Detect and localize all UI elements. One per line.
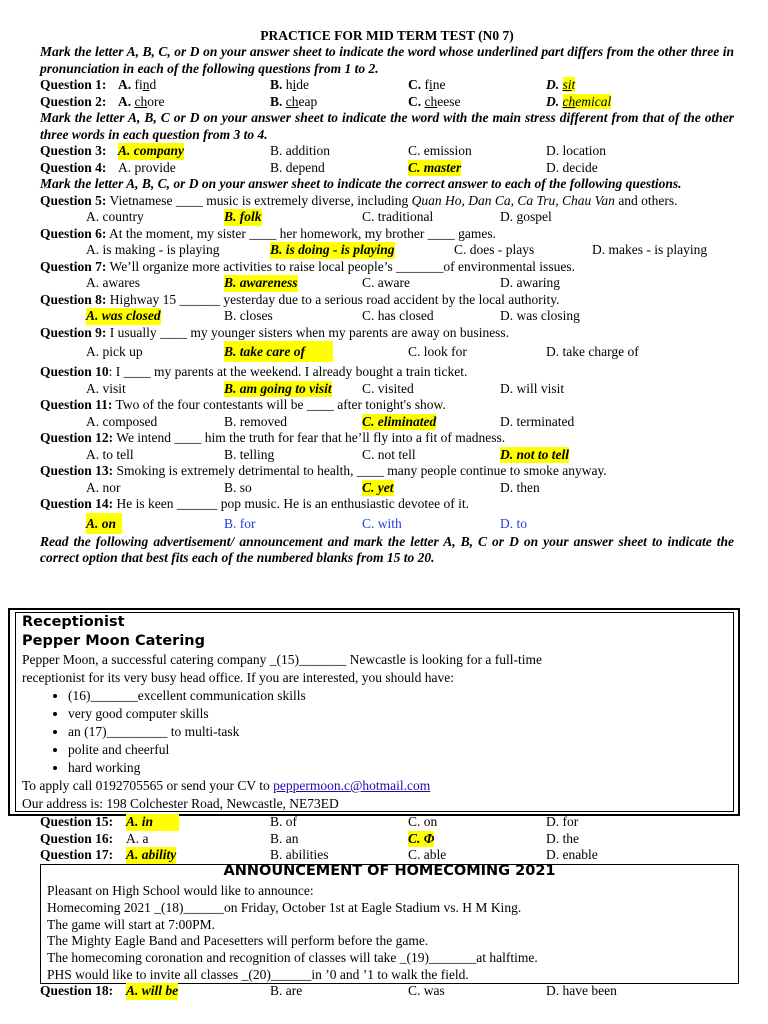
option-a[interactable]: A. composed <box>86 413 158 429</box>
question-label: Question 3: <box>40 143 107 158</box>
question-14-options <box>40 513 734 534</box>
question-label: Question 17: <box>40 847 114 862</box>
question-label: Question 5: <box>40 192 107 208</box>
option-c[interactable]: C. traditional <box>362 209 434 224</box>
option-d-answer[interactable]: D. chemical <box>546 93 612 109</box>
question-12-options <box>40 447 734 464</box>
option-d-answer[interactable]: D. sit <box>546 77 576 92</box>
question-text: : I ____ my parents at the weekend. I already bought a train ticket. <box>108 364 468 379</box>
option-c[interactable]: C. emission <box>408 143 472 158</box>
option-c-answer[interactable]: C. eliminated <box>362 413 437 429</box>
question-text-end: and others. <box>614 192 678 208</box>
question-9-options <box>40 341 734 362</box>
question-label: Question 16: <box>40 830 114 846</box>
option-d[interactable]: D. will visit <box>500 380 565 396</box>
option-c-answer[interactable]: C. master <box>408 159 462 175</box>
option-a[interactable]: A. find <box>118 77 157 92</box>
question-18 <box>40 983 734 1000</box>
option-b[interactable]: B. are <box>270 983 303 998</box>
option-d[interactable]: D. was closing <box>500 308 580 323</box>
option-a-answer[interactable]: A. on <box>86 513 122 534</box>
option-a-answer[interactable]: A. will be <box>126 983 179 998</box>
question-13-stem <box>40 463 734 480</box>
option-d[interactable]: D. then <box>500 479 540 495</box>
ad-apply-line <box>22 777 727 795</box>
option-d[interactable]: D. the <box>546 830 579 846</box>
worksheet <box>40 0 734 567</box>
announcement-line: Pleasant on High School would like to announce: <box>47 883 314 898</box>
option-b[interactable]: B. of <box>270 814 297 829</box>
list-item: • polite and cheerful <box>68 741 727 759</box>
option-b-answer[interactable]: B. awareness <box>224 275 298 290</box>
option-a-answer[interactable]: A. company <box>118 143 184 158</box>
ad-intro-line-1: Pepper Moon, a successful catering company _(15)_______ Newcastle is looking for a full-time <box>22 652 542 667</box>
question-14-stem <box>40 496 734 513</box>
question-4 <box>40 160 734 177</box>
option-a[interactable]: A. chore <box>118 93 165 109</box>
option-a[interactable]: A. pick up <box>86 344 143 359</box>
question-label: Question 6: <box>40 225 107 241</box>
question-label: Question 12: <box>40 430 114 445</box>
questions-15-17 <box>40 814 734 864</box>
option-a[interactable]: A. awares <box>86 275 140 290</box>
option-c[interactable]: C. does - plays <box>454 242 535 257</box>
question-text: Vietnamese ____ music is extremely diverse, including <box>109 192 412 208</box>
option-a[interactable]: A. country <box>86 209 144 224</box>
advertisement-inner <box>15 612 734 812</box>
option-b[interactable]: B. removed <box>224 413 287 429</box>
question-2 <box>40 94 734 111</box>
question-text: Highway 15 ______ yesterday due to a serious road accident by the local authority. <box>109 291 560 307</box>
question-text: We’ll organize more activities to raise local people’s _______of environmental issues. <box>109 258 575 274</box>
option-d[interactable]: D. makes - is playing <box>592 242 708 257</box>
page-title: PRACTICE FOR MID TERM TEST (N0 7) <box>260 28 514 43</box>
instruction-correct-answer: Mark the letter A, B, C, or D on your answer sheet to indicate the correct answer to each of the following questions. <box>40 176 682 191</box>
option-c[interactable]: C. has closed <box>362 308 434 323</box>
question-label: Question 7: <box>40 258 107 274</box>
question-6-stem <box>40 226 734 243</box>
option-d[interactable]: D. take charge of <box>546 344 639 359</box>
option-b[interactable]: B. for <box>224 515 256 531</box>
question-label: Question 9: <box>40 324 107 340</box>
announcement-title: ANNOUNCEMENT OF HOMECOMING 2021 <box>223 863 556 879</box>
question-18-block <box>40 983 734 1000</box>
option-b[interactable]: B. hide <box>270 77 310 92</box>
apply-text: To apply call 0192705565 or send your CV to <box>22 778 274 793</box>
question-label: Question 13: <box>40 463 114 478</box>
option-c[interactable]: C. look for <box>408 344 467 359</box>
question-7-stem <box>40 259 734 276</box>
question-8-stem <box>40 292 734 309</box>
question-label: Question 11: <box>40 397 113 412</box>
question-label: Question 1: <box>40 77 107 92</box>
question-16 <box>40 831 734 848</box>
question-label: Question 15: <box>40 814 114 829</box>
email-link[interactable]: peppermoon.c@hotmail.com <box>273 778 431 793</box>
advertisement-box <box>8 608 740 816</box>
question-3 <box>40 143 734 160</box>
question-label: Question 8: <box>40 291 107 307</box>
list-item: • very good computer skills <box>68 705 727 723</box>
question-text-italic: Quan Ho, Dan Ca, Ca Tru, Chau Van <box>411 192 615 208</box>
option-c[interactable]: C. able <box>408 847 447 862</box>
option-b-answer[interactable]: B. is doing - is playing <box>270 242 395 257</box>
question-12-stem <box>40 430 734 447</box>
announcement-line: The Mighty Eagle Band and Pacesetters will perform before the game. <box>47 933 429 949</box>
question-label: Question 14: <box>40 496 114 511</box>
question-text: Smoking is extremely detrimental to health, ____ many people continue to smoke anyway. <box>116 463 607 478</box>
question-13-options <box>40 480 734 497</box>
option-c[interactable]: C. was <box>408 983 445 998</box>
option-d[interactable]: D. have been <box>546 983 617 998</box>
option-d[interactable]: D. enable <box>546 847 598 862</box>
option-c[interactable]: C. aware <box>362 275 410 290</box>
option-a[interactable]: A. is making - is playing <box>86 242 220 257</box>
option-c[interactable]: C. with <box>362 515 402 531</box>
option-b[interactable]: B. so <box>224 479 252 495</box>
option-b[interactable]: B. cheap <box>270 93 318 109</box>
option-c-answer[interactable]: C. Φ <box>408 830 435 846</box>
option-d[interactable]: D. to <box>500 515 527 531</box>
option-b[interactable]: B. telling <box>224 446 275 462</box>
option-a[interactable]: A. to tell <box>86 446 134 462</box>
option-b[interactable]: B. addition <box>270 143 330 158</box>
option-b-answer[interactable]: B. folk <box>224 209 262 224</box>
question-17 <box>40 847 734 864</box>
option-d[interactable]: D. terminated <box>500 413 575 429</box>
option-b[interactable]: B. an <box>270 830 299 846</box>
option-a[interactable]: A. nor <box>86 479 121 495</box>
option-b[interactable]: B. depend <box>270 159 325 175</box>
list-item: • an (17)_________ to multi-task <box>68 723 727 741</box>
option-c-answer[interactable]: C. yet <box>362 479 394 495</box>
announcement-line: Homecoming 2021 _(18)______on Friday, October 1st at Eagle Stadium vs. H M King. <box>47 899 522 915</box>
ad-requirements-list <box>22 687 727 777</box>
option-a[interactable]: A. a <box>126 830 149 846</box>
option-d-answer[interactable]: D. not to tell <box>500 446 570 462</box>
option-d[interactable]: D. for <box>546 814 579 829</box>
option-a-answer[interactable]: A. in <box>126 814 179 831</box>
option-c[interactable]: C. visited <box>362 380 414 396</box>
question-text: At the moment, my sister ____ her homework, my brother ____ games. <box>109 225 496 241</box>
question-label: Question 2: <box>40 93 107 109</box>
option-d[interactable]: D. decide <box>546 159 598 175</box>
question-11-stem <box>40 397 734 414</box>
option-d[interactable]: D. gospel <box>500 209 552 224</box>
instruction-pronunciation: Mark the letter A, B, C, or D on your answer sheet to indicate the word whose underlined part differs from the other three in pronunciation in each of the following questions from 1 to 2. <box>40 44 734 76</box>
option-b[interactable]: B. abilities <box>270 847 329 862</box>
announcement-line: The game will start at 7:00PM. <box>47 916 215 932</box>
question-text: I usually ____ my younger sisters when my parents are away on business. <box>109 324 510 340</box>
question-9-stem <box>40 325 734 342</box>
question-label: Question 4: <box>40 159 107 175</box>
option-b-answer[interactable]: B. take care of <box>224 341 333 362</box>
option-b[interactable]: B. closes <box>224 308 273 323</box>
question-10-stem <box>40 364 734 381</box>
question-7-options <box>40 275 734 292</box>
question-text: He is keen ______ pop music. He is an enthusiastic devotee of it. <box>116 496 469 511</box>
list-item: • hard working <box>68 759 727 777</box>
ad-title: Receptionist <box>22 614 125 630</box>
question-10-options <box>40 381 734 398</box>
option-d[interactable]: D. awaring <box>500 275 560 290</box>
option-a-answer[interactable]: A. ability <box>126 847 177 862</box>
ad-subtitle: Pepper Moon Catering <box>22 633 205 649</box>
question-6-options <box>40 242 734 259</box>
question-8-options <box>40 308 734 325</box>
question-text: We intend ____ him the truth for fear that he’ll fly into a fit of madness. <box>116 430 506 445</box>
instruction-reading: Read the following advertisement/ announcement and mark the letter A, B, C or D on your answer sheet to indicate the correct option that best fits each of the numbered blanks from 15 to 20. <box>40 533 734 565</box>
announcement-line: PHS would like to invite all classes _(20)______in ’0 and ’1 to walk the field. <box>47 966 469 982</box>
option-a[interactable]: A. provide <box>118 159 176 175</box>
option-a[interactable]: A. visit <box>86 380 126 396</box>
question-label: Question 18: <box>40 983 114 998</box>
question-5-stem <box>40 193 734 210</box>
question-5-options <box>40 209 734 226</box>
option-d[interactable]: D. location <box>546 143 606 158</box>
question-text: Two of the four contestants will be ____ after tonight's show. <box>115 397 446 412</box>
announcement-line: The homecoming coronation and recognition of classes will take _(19)_______at halftime. <box>47 950 538 966</box>
announcement-box <box>40 864 739 984</box>
question-11-options <box>40 414 734 431</box>
question-label: Question 10 <box>40 364 109 379</box>
option-b-answer[interactable]: B. am going to visit <box>224 380 332 396</box>
option-c[interactable]: C. fine <box>408 77 446 92</box>
list-item: • (16)_______excellent communication skills <box>68 687 727 705</box>
question-1 <box>40 77 734 94</box>
option-c[interactable]: C. cheese <box>408 93 461 109</box>
ad-address: Our address is: 198 Colchester Road, Newcastle, NE73ED <box>22 796 339 811</box>
option-c[interactable]: C. on <box>408 814 438 829</box>
option-c[interactable]: C. not tell <box>362 446 416 462</box>
question-15 <box>40 814 734 831</box>
option-a-answer[interactable]: A. was closed <box>86 308 161 323</box>
ad-intro-line-2: receptionist for its very busy head office. If you are interested, you should have: <box>22 670 454 685</box>
instruction-stress: Mark the letter A, B, C or D on your answer sheet to indicate the word with the main stress different from that of the other three words in each question from 3 to 4. <box>40 110 734 142</box>
